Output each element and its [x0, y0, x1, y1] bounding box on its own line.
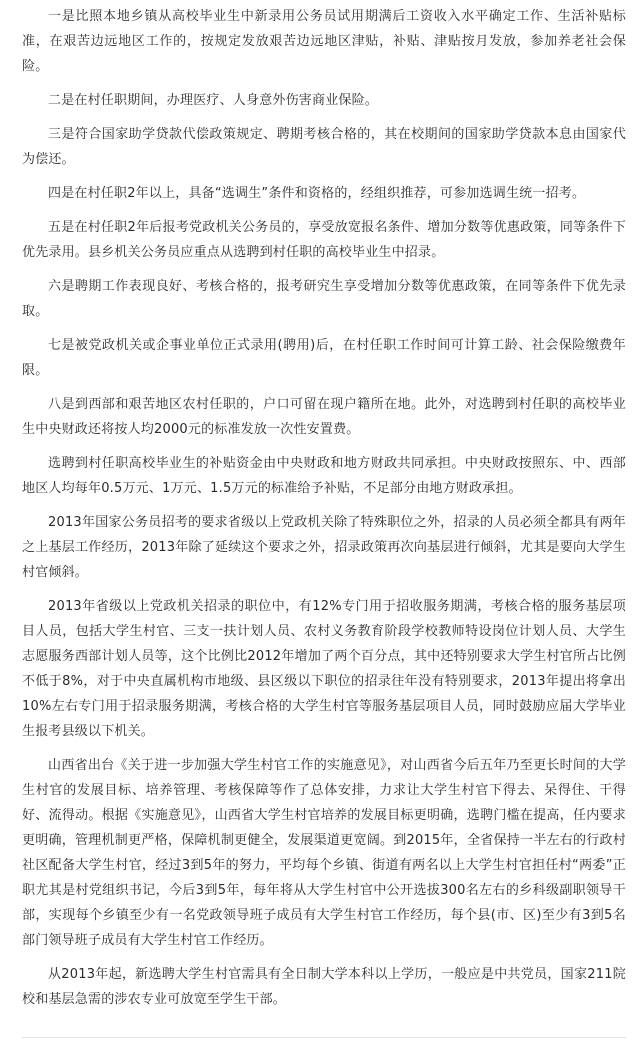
paragraph: 三是符合国家助学贷款代偿政策规定、聘期考核合格的，其在校期间的国家助学贷款本息由国家代为偿还。: [22, 127, 626, 167]
paragraph: 从2013年起，新选聘大学生村官需具有全日制大学本科以上学历，一般应是中共党员，国家211院校和基层急需的涉农专业可放宽至学生干部。: [22, 967, 626, 1007]
article-body: [22, 4, 626, 1012]
paragraph: 七是被党政机关或企事业单位正式录用(聘用)后，在村任职工作时间可计算工龄、社会保险缴费年限。: [22, 338, 626, 378]
paragraph: 六是聘期工作表现良好、考核合格的，报考研究生享受增加分数等优惠政策，在同等条件下优先录取。: [22, 279, 626, 319]
paragraph: 五是在村任职2年后报考党政机关公务员的，享受放宽报名条件、增加分数等优惠政策，同等条件下优先录用。县乡机关公务员应重点从选聘到村任职的高校毕业生中招录。: [22, 220, 626, 260]
paragraph: 选聘到村任职高校毕业生的补贴资金由中央财政和地方财政共同承担。中央财政按照东、中、西部地区人均每年0.5万元、1万元、1.5万元的标准给予补贴，不足部分由地方财政承担。: [22, 456, 626, 496]
paragraph: 2013年省级以上党政机关招录的职位中，有12%专门用于招收服务期满，考核合格的服务基层项目人员，包括大学生村官、三支一扶计划人员、农村义务教育阶段学校教师特设岗位计划人员、大学生志愿服务西部计划人员等，这个比例比2012年增加了两个百分点，其中还特别要求大学生村官所占比例不低于8%，对于中央直属机构市地级、县区级以下职位的招录往年没有特别要求，2013年提出将拿出10%左右专门用于招录服务期满，考核合格的大学生村官等服务基层项目人员，同时鼓励应届大学毕业生报考县级以下机关。: [22, 599, 626, 739]
divider: [22, 1037, 626, 1038]
paragraph: 四是在村任职2年以上，具备“选调生”条件和资格的，经组织推荐，可参加选调生统一招考。: [48, 186, 586, 201]
paragraph: 八是到西部和艰苦地区农村任职的，户口可留在现户籍所在地。此外，对选聘到村任职的高校毕业生中央财政还将按人均2000元的标准发放一次性安置费。: [22, 397, 626, 437]
paragraph: 山西省出台《关于进一步加强大学生村官工作的实施意见》，对山西省今后五年乃至更长时间的大学生村官的发展目标、培养管理、考核保障等作了总体安排，力求让大学生村官下得去、呆得住、干得好、流得动。根据《实施意见》，山西省大学生村官培养的发展目标更明确，选聘门槛在提高，任内要求更明确，管理机制更严格，保障机制更健全，发展渠道更宽阔。到2015年，全省保持一半左右的行政村社区配备大学生村官，经过3到5年的努力，平均每个乡镇、街道有两名以上大学生村官担任村“两委”正职尤其是村党组织书记，今后3到5年，每年将从大学生村官中公开选拔300名左右的乡科级副职领导干部，实现每个乡镇至少有一名党政领导班子成员有大学生村官工作经历，每个县(市、区)至少有3到5名部门领导班子成员有大学生村官工作经历。: [22, 758, 626, 948]
paragraph: 二是在村任职期间，办理医疗、人身意外伤害商业保险。: [48, 93, 379, 108]
paragraph: 一是比照本地乡镇从高校毕业生中新录用公务员试用期满后工资收入水平确定工作、生活补贴标准，在艰苦边远地区工作的，按规定发放艰苦边远地区津贴，补贴、津贴按月发放，参加养老社会保险。: [22, 9, 626, 74]
paragraph: 2013年国家公务员招考的要求省级以上党政机关除了特殊职位之外，招录的人员必须全都具有两年之上基层工作经历，2013年除了延续这个要求之外，招录政策再次向基层进行倾斜，尤其是要向大学生村官倾斜。: [22, 515, 626, 580]
